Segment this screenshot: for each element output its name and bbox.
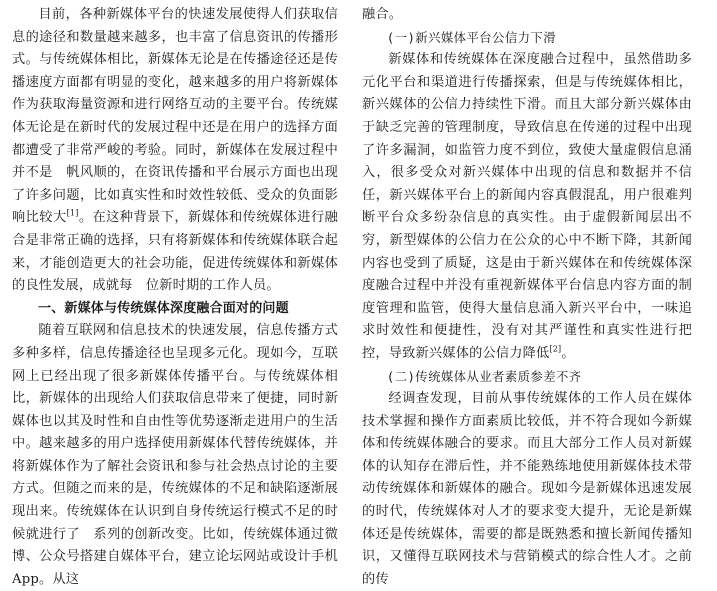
section-paragraph: 随着互联网和信息技术的快速发展，信息传播方式多种多样，信息传播途径也呈现多元化。现如今，互联网上已经出现了很多新媒体传播平台。与传统媒体相比，新媒体的出现给人们获取信息带来了便捷，同时新媒体也以其及时性和自由性等优势逐渐走进用户的生活中。越来越多的用户选择使用新媒体代替传统媒体，并将新媒体作为了解社会资讯和参与社会热点讨论的主要方式。但随之而来的是，传统媒体的不足和缺陷逐渐展现出来。传统媒体在认识到自身传统运行模式不足的时候就进行了 系列的创新改变。比如，传统媒体通过微博、公众号搭建自媒体平台，建立论坛网站或设计手机 App。从这 [12,323,338,587]
citation-ref: [1] [66,208,79,218]
subsection-paragraph-2: 经调查发现，目前从事传统媒体的工作人员在媒体技术掌握和操作方面素质比较低，并不符合现如今新媒体和传统媒体融合的要求。而且大部分工作人员对新媒体的认知存在滞后性，并不能熟练地使用新媒体技术带动传统媒体和新媒体的融合。现如今是新媒体迅速发展的时代，传统媒体对人才的要求变大提升，无论是新媒体还是传统媒体，需要的都是既熟悉和擅长新闻传播知识，又懂得互联网技术与营销模式的综合性人才。之前的传 [362,391,692,587]
subsection-heading-2: (二)传统媒体从业者素质参差不齐 [386,368,582,384]
intro-paragraph [12,4,338,298]
intro-text-continued: 。在这种背景下，新媒体和传统媒体进行融合是非常正确的选择，只有将新媒体和传统媒体联合起来，才能创造更大的社会功能，促进传统媒体和新媒体的良性发展，成就每 位新时期的工作人员。 [12,210,338,294]
section-heading: 一、新媒体与传统媒体深度融合面对的问题 [38,300,289,316]
subsection-1-end: 。 [561,345,575,361]
left-column [12,4,338,591]
subsection-paragraph-1 [362,49,692,365]
subsection-heading-1: (一)新兴媒体平台公信力下滑 [386,29,557,45]
citation-ref: [2] [549,344,562,354]
intro-text: 目前，各种新媒体平台的快速发展使得人们获取信息的途径和数量越来越多，也丰富了信息资讯的传播形式。与传统媒体相比，新媒体无论是在传播途径还是传播速度方面都有明显的变化，越来越多的用户将新媒体作为获取海量资源和进行网络互动的主要平台。传统媒体无论是在新时代的发展过程中还是在用户的选择方面都遭受了非常严峻的考验。同时，新媒体在发展过程中并不是 帆风顺的，在资讯传播和平台展示方面也出现了许多问题，比如真实性和时效性较低、受众的负面影响比较大 [12,7,338,226]
continuation-text: 融合。 [362,7,403,22]
right-column [362,4,692,591]
subsection-1-text: 新媒体和传统媒体在深度融合过程中，虽然借助多元化平台和渠道进行传播探索，但是与传统媒体相比，新兴媒体的公信力持续性下滑。而且大部分新兴媒体由于缺乏完善的管理制度，导致信息在传递的过程中出现了许多漏洞，如监管力度不到位，致使大量虚假信息涌入，很多受众对新兴媒体中出现的信息和数据并不信任，新兴媒体平台上的新闻内容真假混乱，用户很难判断平台众多纷杂信息的真实性。由于虚假新闻层出不穷，新型媒体的公信力在公众的心中不断下降，其新闻内容也受到了质疑，这是由于新兴媒体在和传统媒体深度融合过程中并没有重视新媒体平台信息内容方面的制度管理和监管，使得大量信息涌入新兴平台中，一味追求时效性和便捷性，没有对其严谨性和真实性进行把控，导致新兴媒体的公信力降低 [362,52,692,361]
